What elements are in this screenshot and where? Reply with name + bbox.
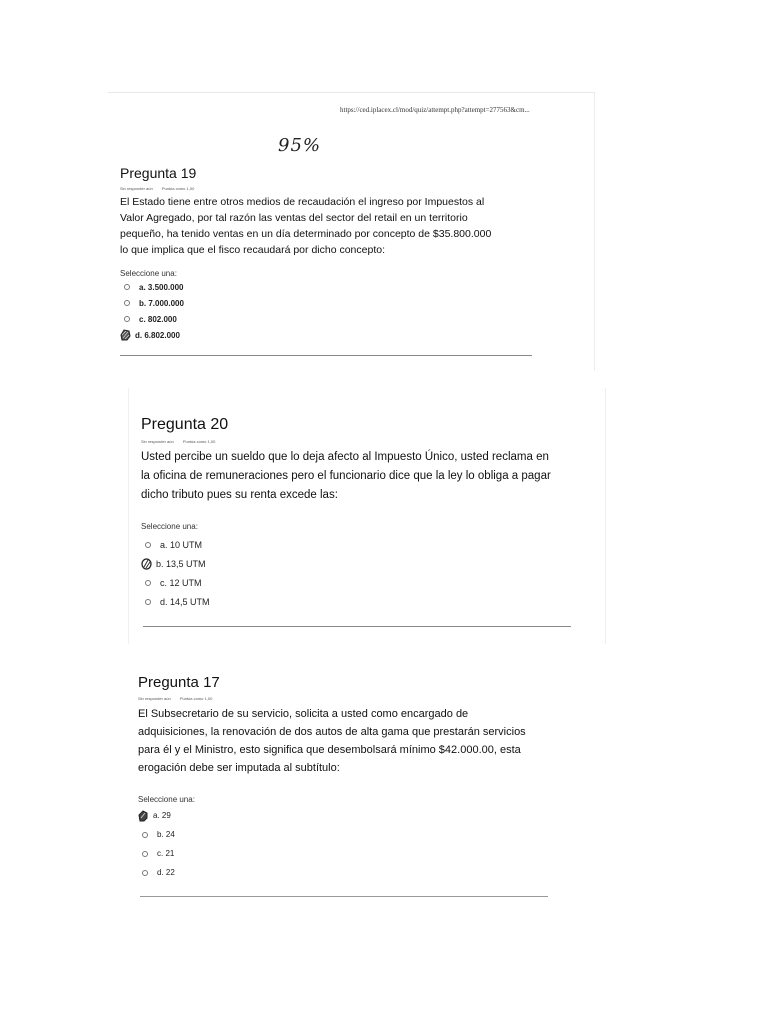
answer-option-a[interactable] — [120, 279, 183, 295]
radio-button[interactable] — [124, 300, 130, 306]
question-text-line: adquisiciones, la renovación de dos autos de alta gama que prestarán servicios — [138, 726, 526, 738]
question-text-line: pequeño, ha tenido ventas en un día determinado por concepto de $35.800.000 — [120, 228, 492, 240]
radio-button[interactable] — [124, 284, 130, 290]
question-title — [120, 165, 196, 181]
divider — [140, 896, 548, 897]
question-points: Puntúa como 1,00 — [179, 696, 213, 701]
radio-button[interactable] — [145, 599, 151, 605]
question-text — [141, 448, 551, 505]
question-text-line: lo que implica que el fisco recaudará por dicho concepto: — [120, 244, 385, 256]
question-card-20 — [128, 388, 606, 644]
question-meta — [141, 439, 223, 444]
question-text-line: erogación debe ser imputada al subtítulo: — [138, 762, 340, 774]
question-number: 17 — [203, 674, 220, 691]
select-prompt: Seleccione una: — [138, 795, 195, 804]
answer-option-label: d. 14,5 UTM — [160, 596, 210, 607]
answer-option-label: d. 22 — [157, 868, 175, 877]
page-url: https://ced.iplacex.cl/mod/quiz/attempt.php?attempt=277563&cm... — [340, 106, 530, 114]
answer-option-b[interactable] — [141, 554, 206, 573]
answer-option-label: b. 13,5 UTM — [156, 558, 206, 569]
question-card-17 — [128, 660, 598, 912]
radio-button[interactable] — [142, 851, 148, 857]
question-status: Sin responder aún — [138, 696, 171, 701]
question-points: Puntúa como 1,00 — [161, 186, 195, 191]
question-meta — [138, 696, 220, 701]
question-text — [138, 705, 526, 777]
question-text-line: la oficina de remuneraciones pero el funcionario dice que la ley lo obliga a pagar — [141, 470, 551, 482]
answer-option-label: a. 29 — [153, 811, 171, 820]
select-prompt: Seleccione una: — [141, 522, 198, 531]
question-word: Pregunta — [141, 416, 206, 433]
answer-option-b[interactable] — [120, 295, 184, 311]
question-word: Pregunta — [138, 674, 199, 691]
question-word: Pregunta — [120, 165, 177, 181]
question-title — [138, 674, 220, 691]
answer-option-b[interactable] — [138, 825, 175, 844]
answer-option-a[interactable] — [138, 806, 171, 825]
answer-option-label: c. 12 UTM — [160, 577, 202, 588]
handwritten-score: 95% — [278, 135, 322, 156]
question-card-19 — [108, 92, 595, 371]
answer-option-d[interactable] — [141, 592, 210, 611]
answer-option-label: c. 802.000 — [139, 314, 177, 324]
question-text-line: Usted percibe un sueldo que lo deja afecto al Impuesto Único, usted reclama en — [141, 451, 549, 463]
question-number: 19 — [180, 165, 197, 181]
pen-mark-icon — [120, 329, 131, 341]
answer-option-label: a. 10 UTM — [160, 539, 203, 550]
question-text-line: dicho tributo pues su renta excede las: — [141, 489, 338, 501]
divider — [120, 355, 532, 356]
answer-option-label: b. 24 — [157, 830, 175, 839]
answer-option-c[interactable] — [141, 573, 202, 592]
radio-button[interactable] — [142, 832, 148, 838]
radio-button[interactable] — [145, 580, 151, 586]
radio-button[interactable] — [142, 870, 148, 876]
divider — [143, 626, 571, 627]
question-meta — [120, 186, 202, 191]
answer-option-c[interactable] — [138, 844, 174, 863]
question-title — [141, 416, 228, 434]
answer-option-label: c. 21 — [157, 849, 175, 858]
question-points: Puntúa como 1,00 — [182, 439, 216, 444]
pen-mark-icon — [141, 558, 152, 570]
question-text-line: Valor Agregado, por tal razón las ventas del sector del retail en un territorio — [120, 212, 468, 224]
question-status: Sin responder aún — [141, 439, 174, 444]
question-text-line: para él y el Ministro, esto significa que desembolsará mínimo $42.000.00, esta — [138, 744, 521, 756]
radio-button[interactable] — [145, 542, 151, 548]
question-number: 20 — [210, 416, 229, 433]
question-text-line: El Subsecretario de su servicio, solicita a usted como encargado de — [138, 708, 469, 720]
question-status: Sin responder aún — [120, 186, 153, 191]
radio-button[interactable] — [124, 316, 130, 322]
answer-option-a[interactable] — [141, 535, 202, 554]
answer-option-label: d. 6.802.000 — [135, 330, 180, 340]
question-text — [120, 194, 491, 258]
question-text-line: El Estado tiene entre otros medios de recaudación el ingreso por Impuestos al — [120, 196, 485, 208]
answer-option-label: b. 7.000.000 — [139, 298, 184, 308]
answer-option-c[interactable] — [120, 311, 177, 327]
select-prompt: Seleccione una: — [120, 269, 177, 278]
answer-option-d[interactable] — [138, 863, 175, 882]
answer-option-d[interactable] — [120, 327, 180, 343]
answer-option-label: a. 3.500.000 — [139, 282, 184, 292]
pen-mark-icon — [138, 810, 149, 822]
